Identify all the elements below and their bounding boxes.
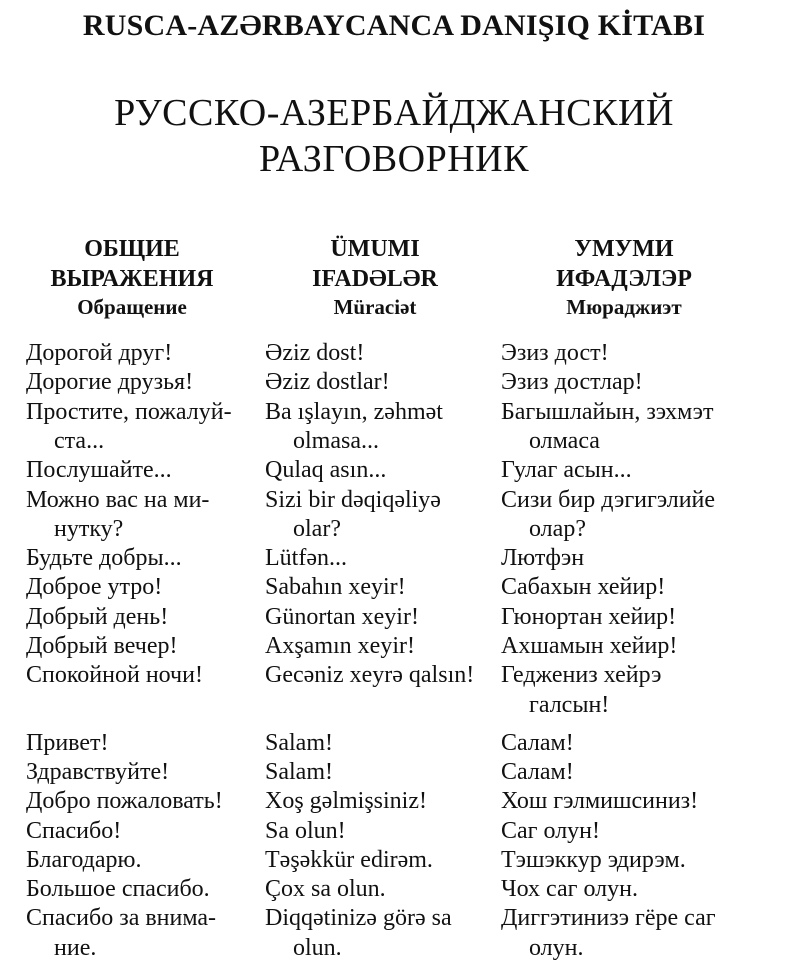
heading-line-1: УМУМИ — [574, 236, 674, 262]
phrase-line: Дорогой друг! — [26, 340, 173, 366]
phrase-line: олун. — [529, 934, 584, 961]
phrase-line: ние. — [54, 934, 97, 961]
phrase-line: Спасибо за внима- — [26, 905, 217, 932]
phrase-line: олар? — [529, 515, 586, 542]
section-subheading: Мюраджиэт — [566, 295, 682, 319]
phrase-line: Əziz dost! — [265, 340, 365, 366]
phrase-line: Спокойной ночи! — [26, 662, 203, 689]
phrase-line: Можно вас на ми- — [26, 486, 210, 513]
phrase-line: Гюнортан хейир! — [501, 603, 677, 630]
phrase-line: Простите, пожалуй- — [26, 398, 232, 425]
heading-line-1: ОБЩИЕ — [84, 236, 180, 262]
phrase-line: Послушайте... — [26, 457, 172, 484]
phrase-line: Будьте добры... — [26, 545, 182, 572]
section-subheading: Müraciət — [333, 295, 417, 319]
phrase-line: нутку? — [54, 515, 124, 542]
phrase-line: Хош гэлмишсиниз! — [501, 788, 699, 815]
phrase-line: Салам! — [501, 758, 574, 785]
phrase-line: Эзиз достлар! — [501, 369, 643, 396]
phrase-line: Сабахын хейир! — [501, 574, 666, 601]
column-heading — [501, 234, 747, 321]
book-title: RUSCA-AZƏRBAYCANCA DANIŞIQ KİTABI — [82, 9, 706, 42]
phrase-line: Дорогие друзья! — [26, 369, 194, 396]
phrase-line: Sizi bir dəqiqəliyə — [265, 486, 441, 513]
phrase-line: olun. — [293, 934, 342, 961]
column-heading — [263, 234, 487, 321]
heading-line-2: IFADƏLƏR — [312, 266, 438, 292]
phrase-line: Диггэтинизэ гëре саг — [501, 905, 716, 932]
phrase-line: Доброе утро! — [26, 574, 163, 601]
section-subheading: Обращение — [77, 295, 187, 319]
phrase-line: Добрый день! — [26, 603, 169, 630]
phrase-line: Gecəniz xeyrə qalsın! — [265, 662, 475, 689]
phrase-line: Axşamın xeyir! — [265, 633, 415, 659]
phrase-line: Ba ışlayın, zəhmət — [265, 398, 443, 425]
subtitle-line-1: РУССКО-АЗЕРБАЙДЖАНСКИЙ — [114, 92, 674, 134]
heading-line-2: ВЫРАЖЕНИЯ — [50, 266, 214, 292]
column-heading — [16, 234, 248, 321]
phrase-line: olmasa... — [293, 427, 379, 454]
phrase-line: Xoş gəlmişsiniz! — [265, 788, 427, 815]
heading-line-1: ÜMUMI — [330, 236, 420, 262]
phrase-line: галсын! — [529, 691, 610, 718]
phrase-line: Саг олун! — [501, 817, 600, 844]
phrase-line: Эзиз дост! — [501, 340, 609, 366]
phrase-line: Лютфэн — [501, 545, 585, 572]
phrase-line: Привет! — [26, 729, 109, 756]
phrase-line: Геджениз хейрэ — [501, 662, 662, 689]
phrase-line: Diqqətinizə görə sa — [265, 905, 452, 932]
phrase-line: Günortan xeyir! — [265, 603, 419, 630]
phrase-line: Гулаг асын... — [501, 457, 632, 484]
phrase-line: Sabahın xeyir! — [265, 574, 406, 601]
column-azerbaijani-latin — [265, 234, 497, 961]
phrase-line: Çox sa olun. — [265, 876, 386, 903]
phrase-line: олмаса — [529, 427, 600, 454]
phrase-line: Ахшамын хейир! — [501, 633, 678, 659]
phrase-line: Чох саг олун. — [501, 876, 638, 903]
phrase-line: Салам! — [501, 729, 574, 756]
phrase-line: ста... — [54, 427, 105, 454]
phrase-line: Спасибо! — [26, 817, 122, 844]
heading-line-2: ИФАДЭЛЭР — [556, 266, 692, 292]
column-russian — [26, 234, 258, 961]
phrase-line: Добро пожаловать! — [26, 788, 223, 815]
phrase-line: Qulaq asın... — [265, 457, 387, 484]
phrase-line: Здравствуйте! — [26, 758, 170, 785]
phrase-line: Багышлайын, зэхмэт — [501, 398, 714, 425]
phrase-line: Əziz dostlar! — [265, 369, 390, 396]
phrase-line: Добрый вечер! — [26, 633, 178, 659]
phrase-line: Sa olun! — [265, 817, 346, 844]
phrase-line: Тэшэккур эдирэм. — [501, 846, 686, 873]
phrase-line: Salam! — [265, 758, 333, 785]
phrase-line: olar? — [293, 515, 341, 542]
subtitle-line-2: РАЗГОВОРНИК — [259, 138, 529, 180]
phrase-line: Lütfən... — [265, 545, 347, 572]
phrase-line: Благодарю. — [26, 846, 142, 873]
phrase-line: Сизи бир дэгигэлийе — [501, 486, 716, 513]
phrase-line: Salam! — [265, 729, 333, 756]
column-transcription — [501, 234, 761, 961]
phrase-line: Təşəkkür edirəm. — [265, 846, 433, 873]
phrase-line: Большое спасибо. — [26, 876, 210, 903]
